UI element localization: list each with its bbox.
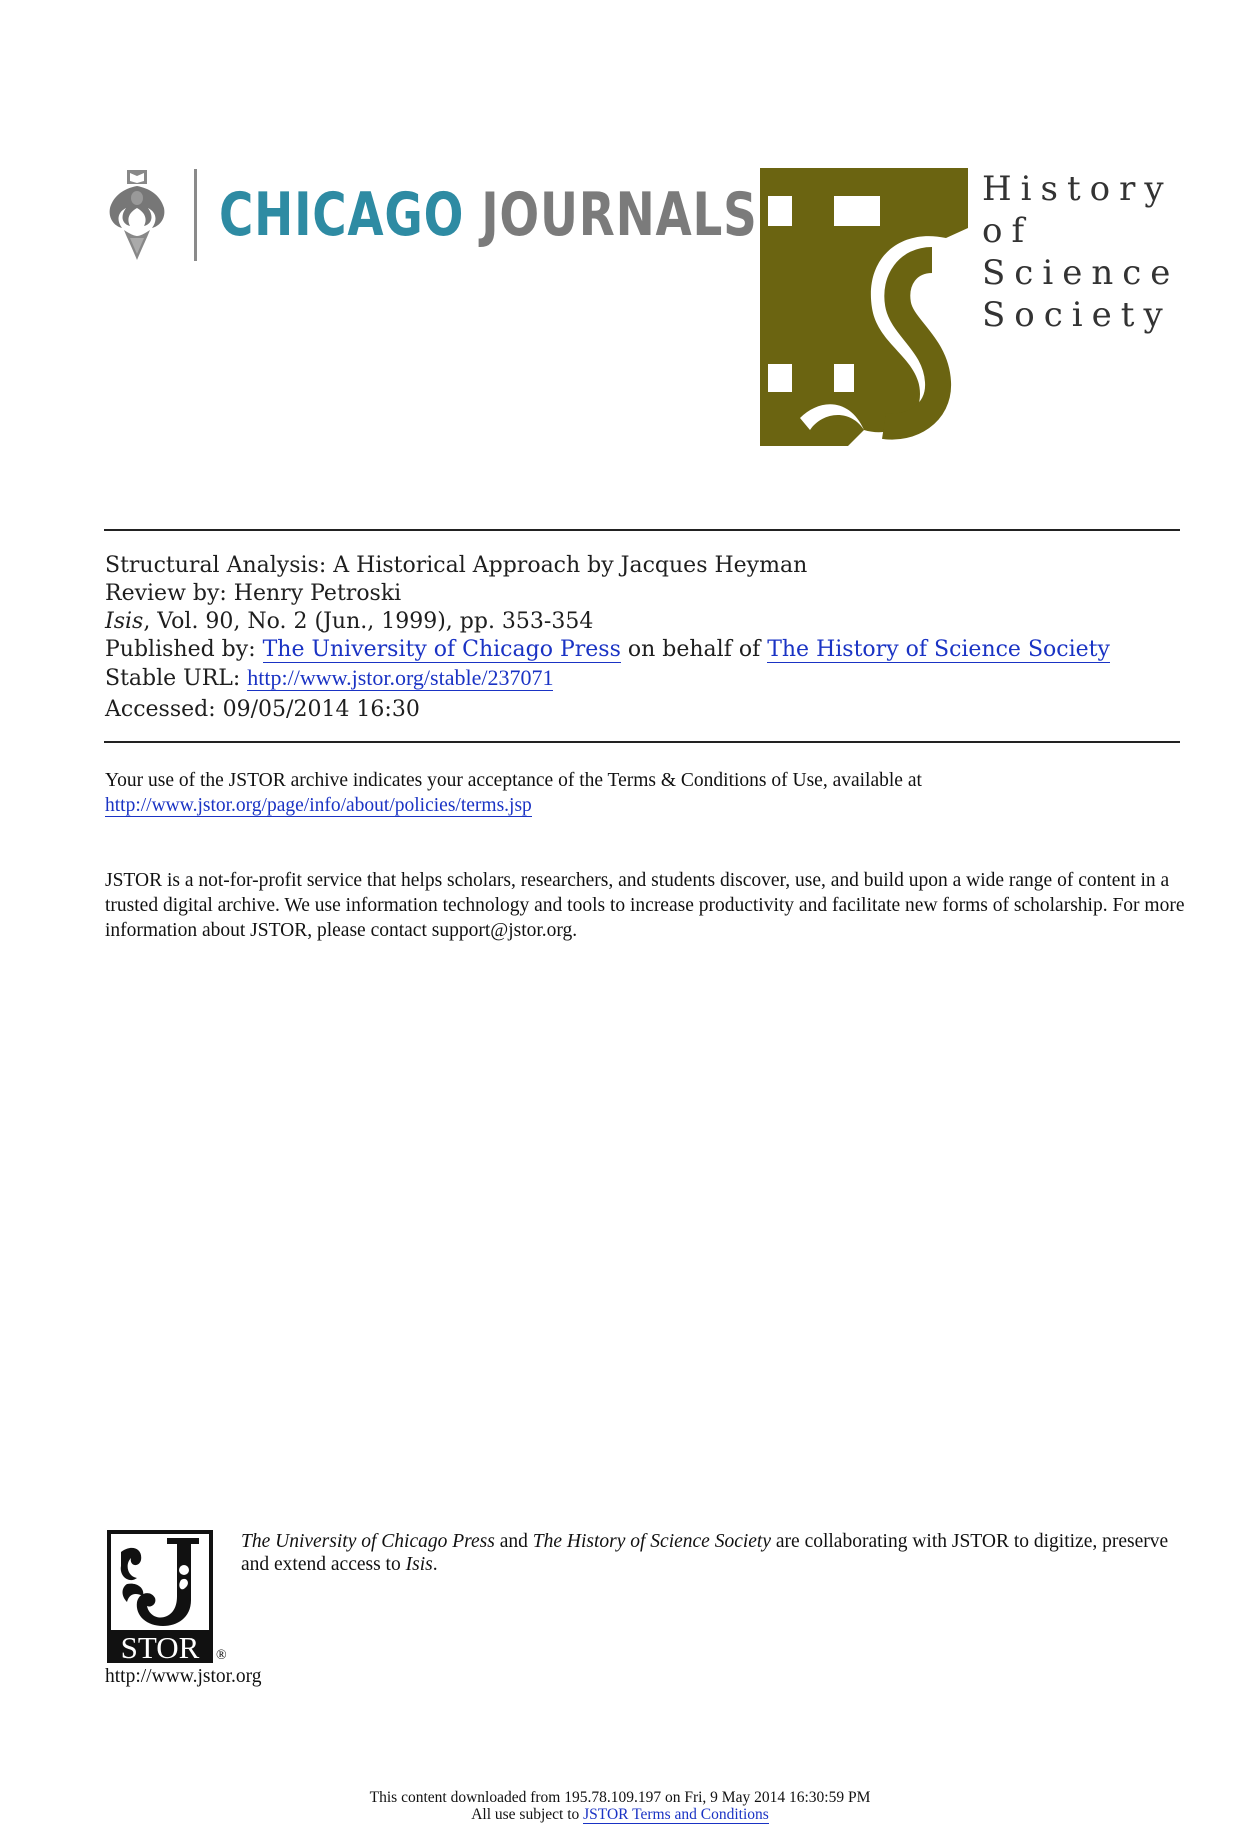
wordmark-journals: JOURNALS (481, 180, 758, 250)
publisher-link[interactable]: The University of Chicago Press (262, 637, 621, 662)
collab-rest: are collaborating with JSTOR to digitize, preserve and extend access to (241, 1531, 1169, 1575)
behalf-text: on behalf of (620, 637, 768, 662)
bottom-divider (104, 741, 1180, 743)
download-footer (0, 1789, 1240, 1823)
review-author: Review by: Henry Petroski (105, 581, 402, 606)
wordmark-chicago: CHICAGO (219, 180, 465, 250)
article-title: Structural Analysis: A Historical Approach by Jacques Heyman (105, 553, 808, 578)
collab-journal: Isis (405, 1554, 433, 1575)
collab-society: The History of Science Society (532, 1531, 772, 1552)
subject-text: All use subject to (471, 1806, 584, 1823)
journal-details: , Vol. 90, No. 2 (Jun., 1999), pp. 353-354 (143, 609, 594, 634)
collab-and: and (494, 1531, 533, 1552)
published-label: Published by: (105, 637, 263, 662)
society-link[interactable]: The History of Science Society (767, 637, 1110, 662)
chicago-journals-wordmark (219, 180, 758, 250)
collab-end: . (432, 1554, 438, 1575)
collab-press: The University of Chicago Press (241, 1531, 495, 1552)
terms-notice (105, 768, 1185, 818)
terms-link[interactable]: http://www.jstor.org/page/info/about/policies/terms.jsp (105, 795, 532, 816)
citation-block (105, 552, 1110, 724)
hss-monogram-icon (760, 168, 968, 446)
hss-word-history: History (982, 169, 1173, 209)
terms-text: Your use of the JSTOR archive indicates your acceptance of the Terms & Conditions of Use, available at (105, 770, 922, 791)
logo-divider (194, 169, 197, 261)
stable-url-label: Stable URL: (105, 666, 248, 691)
stable-url-link[interactable]: http://www.jstor.org/stable/237071 (247, 665, 554, 690)
top-divider (104, 529, 1180, 531)
jstor-url: http://www.jstor.org (105, 1666, 262, 1687)
jstor-mission: JSTOR is a not-for-profit service that helps scholars, researchers, and students discover, use, and build upon a wide range of content in a trusted digital archive. We use information technology and tools to increase productivity and facilitate new forms of scholarship. For more information about JSTOR, please contact support@jstor.org. (105, 870, 1185, 941)
journal-name: Isis (105, 609, 144, 634)
stable-url-line (105, 664, 1110, 692)
jstor-terms-link[interactable]: JSTOR Terms and Conditions (583, 1806, 769, 1823)
terms-footer-line (0, 1806, 1240, 1823)
download-notice: This content downloaded from 195.78.109.197 on Fri, 9 May 2014 16:30:59 PM (369, 1789, 871, 1806)
collaboration-statement (241, 1530, 1181, 1576)
hss-word-society: Society (982, 295, 1172, 335)
journal-citation (105, 608, 1110, 636)
hss-wordmark (982, 168, 1179, 336)
phoenix-emblem-icon (104, 168, 170, 263)
hss-word-of: of (982, 211, 1034, 251)
jstor-logo-text: STOR (120, 1630, 200, 1663)
hss-word-science: Science (982, 253, 1180, 293)
publisher-line (105, 636, 1110, 664)
jstor-logo-icon (107, 1530, 213, 1663)
registered-mark: ® (216, 1648, 227, 1663)
hss-logo (760, 168, 1180, 448)
accessed-date: Accessed: 09/05/2014 16:30 (105, 697, 420, 722)
